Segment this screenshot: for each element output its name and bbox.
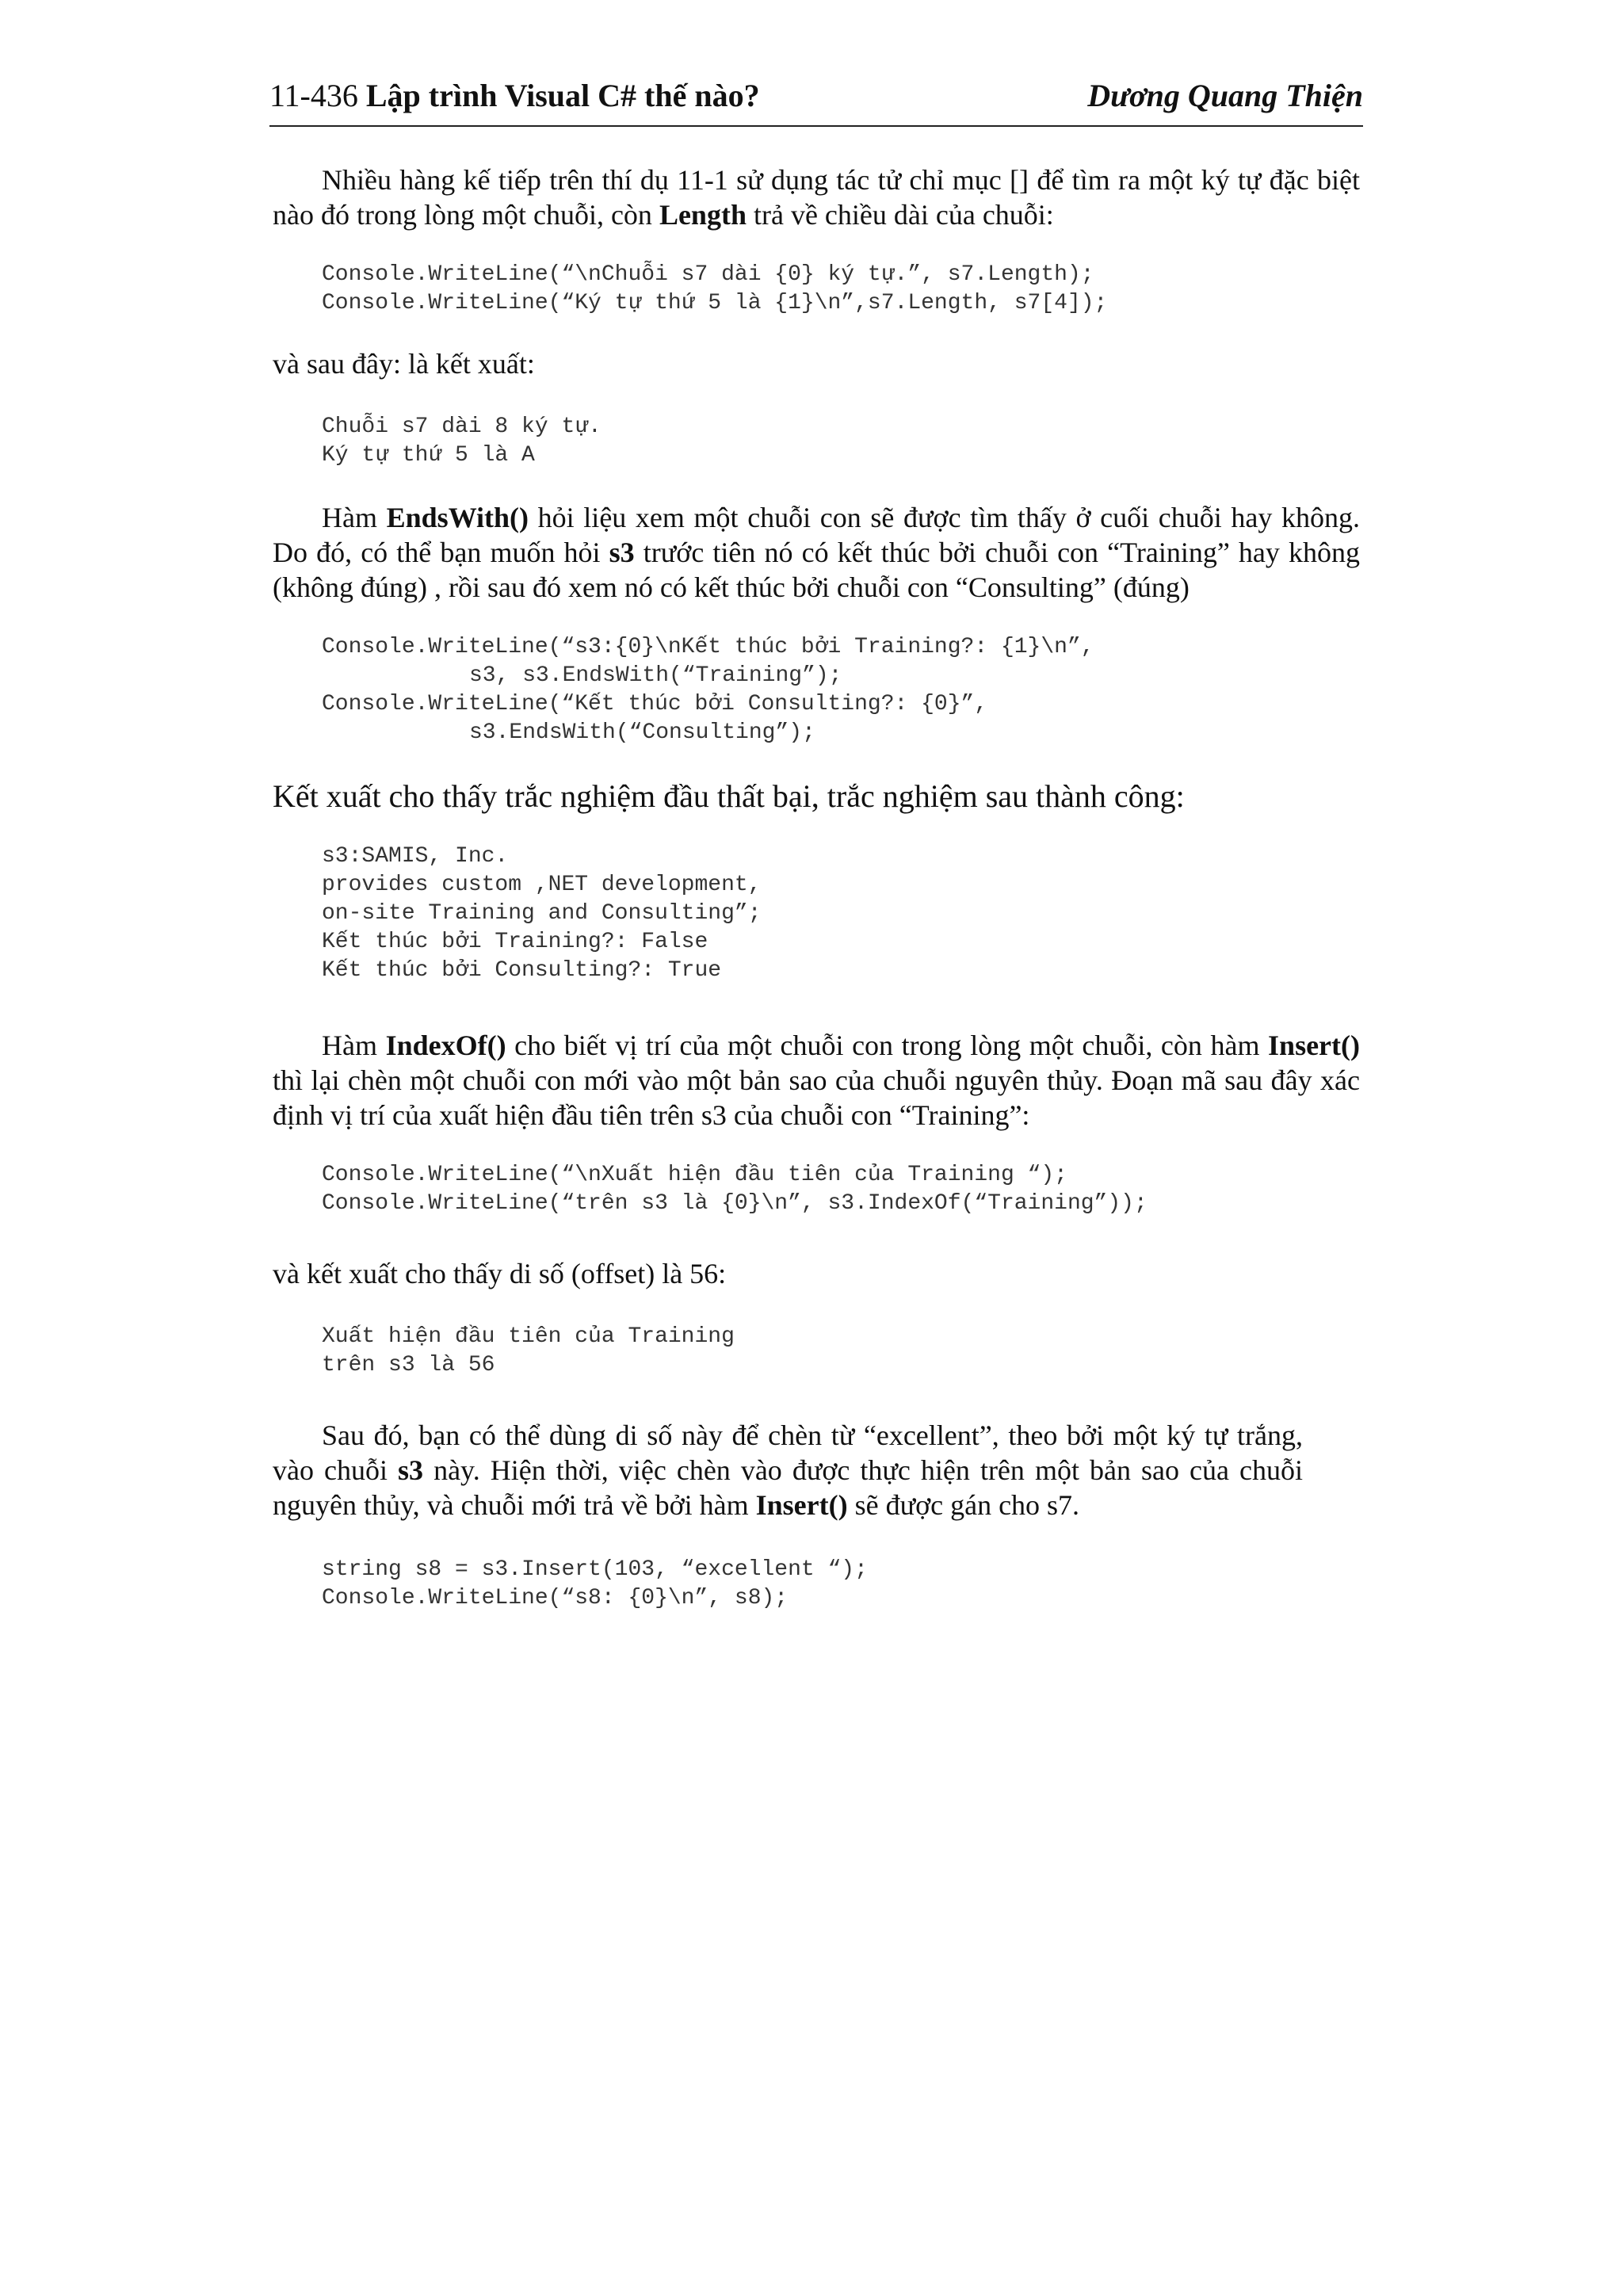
paragraph-6: và kết xuất cho thấy di số (offset) là 56: <box>273 1258 727 1289</box>
paragraph-7 <box>273 1418 1303 1522</box>
paragraph-5 <box>273 1028 1360 1133</box>
paragraph-text: trả về chiều dài của chuỗi: <box>746 199 1054 231</box>
page-body <box>273 162 1360 1613</box>
code-line: s3, s3.EndsWith(“Training”); <box>469 663 842 688</box>
paragraph-2: và sau đây: là kết xuất: <box>273 348 535 380</box>
paragraph-text: Hàm <box>322 502 387 533</box>
bold-term: Insert() <box>1268 1030 1360 1061</box>
code-line: Xuất hiện đầu tiên của Training <box>322 1324 735 1349</box>
code-block-5 <box>322 1161 1360 1218</box>
code-block-2 <box>322 413 1360 470</box>
code-block-4 <box>322 842 1360 985</box>
code-line: Console.WriteLine(“s8: {0}\n”, s8); <box>322 1586 789 1610</box>
code-block-7 <box>322 1556 1360 1613</box>
code-line: Console.WriteLine(“Kết thúc bởi Consulting?: {0}”, <box>322 692 988 716</box>
code-line: on-site Training and Consulting”; <box>322 901 762 926</box>
paragraph-text: thì lại chèn một chuỗi con mới vào một bản sao của chuỗi nguyên thủy. Đoạn mã sau đây xác định vị trí của xuất hiện đầu tiên trên s3 của chuỗi con “Training”: <box>273 1064 1360 1131</box>
paragraph-text: Nhiều hàng kế tiếp trên thí dụ 11-1 sử dụng tác tử chỉ mục [] để tìm ra một ký tự đặc biệt nào đó trong lòng một chuỗi, còn <box>273 164 1360 231</box>
paragraph-1 <box>273 162 1360 232</box>
paragraph-4: Kết xuất cho thấy trắc nghiệm đầu thất bại, trắc nghiệm sau thành công: <box>273 778 1185 814</box>
bold-term: EndsWith() <box>386 502 529 533</box>
code-line: Console.WriteLine(“s3:{0}\nKết thúc bởi Training?: {1}\n”, <box>322 635 1094 659</box>
code-block-6 <box>322 1323 1360 1380</box>
paragraph-text: Hàm <box>322 1030 386 1061</box>
code-line: Console.WriteLine(“Ký tự thứ 5 là {1}\n”,s7.Length, s7[4]); <box>322 291 1108 315</box>
bold-term: s3 <box>398 1454 424 1486</box>
code-line: Kết thúc bởi Training?: False <box>322 930 708 954</box>
bold-term: Insert() <box>755 1489 848 1521</box>
code-line: string s8 = s3.Insert(103, “excellent “); <box>322 1557 868 1582</box>
page-number: 11-436 <box>269 78 358 113</box>
bold-term: s3 <box>609 537 635 568</box>
code-line: s3.EndsWith(“Consulting”); <box>469 720 815 745</box>
code-line: trên s3 là 56 <box>322 1353 495 1377</box>
paragraph-text: sẽ được gán cho s7. <box>847 1489 1080 1521</box>
code-line: Console.WriteLine(“\nXuất hiện đầu tiên của Training “); <box>322 1163 1067 1187</box>
paragraph-text: cho biết vị trí của một chuỗi con trong lòng một chuỗi, còn hàm <box>506 1030 1269 1061</box>
paragraph-3 <box>273 500 1360 605</box>
code-line: s3:SAMIS, Inc. <box>322 844 509 869</box>
code-block-1 <box>322 261 1360 318</box>
code-line: provides custom ,NET development, <box>322 873 762 897</box>
paragraph-text: Sau đó, bạn có thể dùng di số này để chèn từ “excellent”, theo bởi một ký tự trắng, vào chuỗi <box>273 1419 1303 1486</box>
code-line: Console.WriteLine(“\nChuỗi s7 dài {0} ký tự.”, s7.Length); <box>322 262 1094 287</box>
code-block-3 <box>322 633 1360 747</box>
bold-term: IndexOf() <box>385 1030 506 1061</box>
code-line: Chuỗi s7 dài 8 ký tự. <box>322 415 601 439</box>
code-line: Kết thúc bởi Consulting?: True <box>322 958 722 983</box>
code-line: Console.WriteLine(“trên s3 là {0}\n”, s3.IndexOf(“Training”)); <box>322 1191 1148 1216</box>
paragraph-text: trước tiên nó có kết thúc bởi chuỗi con “Training” hay không (không đúng) , rồi sau đó xem nó có kết thúc bởi chuỗi con “Consulting” (đúng) <box>273 537 1360 603</box>
paragraph-text: này. Hiện thời, việc chèn vào được thực hiện trên một bản sao của chuỗi nguyên thủy, và chuỗi mới trả về bởi hàm <box>273 1454 1303 1521</box>
code-line: Ký tự thứ 5 là A <box>322 443 535 468</box>
bold-term: Length <box>659 199 747 231</box>
paragraph-text: hỏi liệu xem một chuỗi con sẽ được tìm thấy ở cuối chuỗi hay không. Do đó, có thể bạn muốn hỏi <box>273 502 1361 568</box>
author-name: Dương Quang Thiện <box>1087 78 1363 113</box>
page-header <box>269 73 1363 127</box>
header-left <box>269 70 760 122</box>
book-title: Lập trình Visual C# thế nào? <box>365 78 760 113</box>
